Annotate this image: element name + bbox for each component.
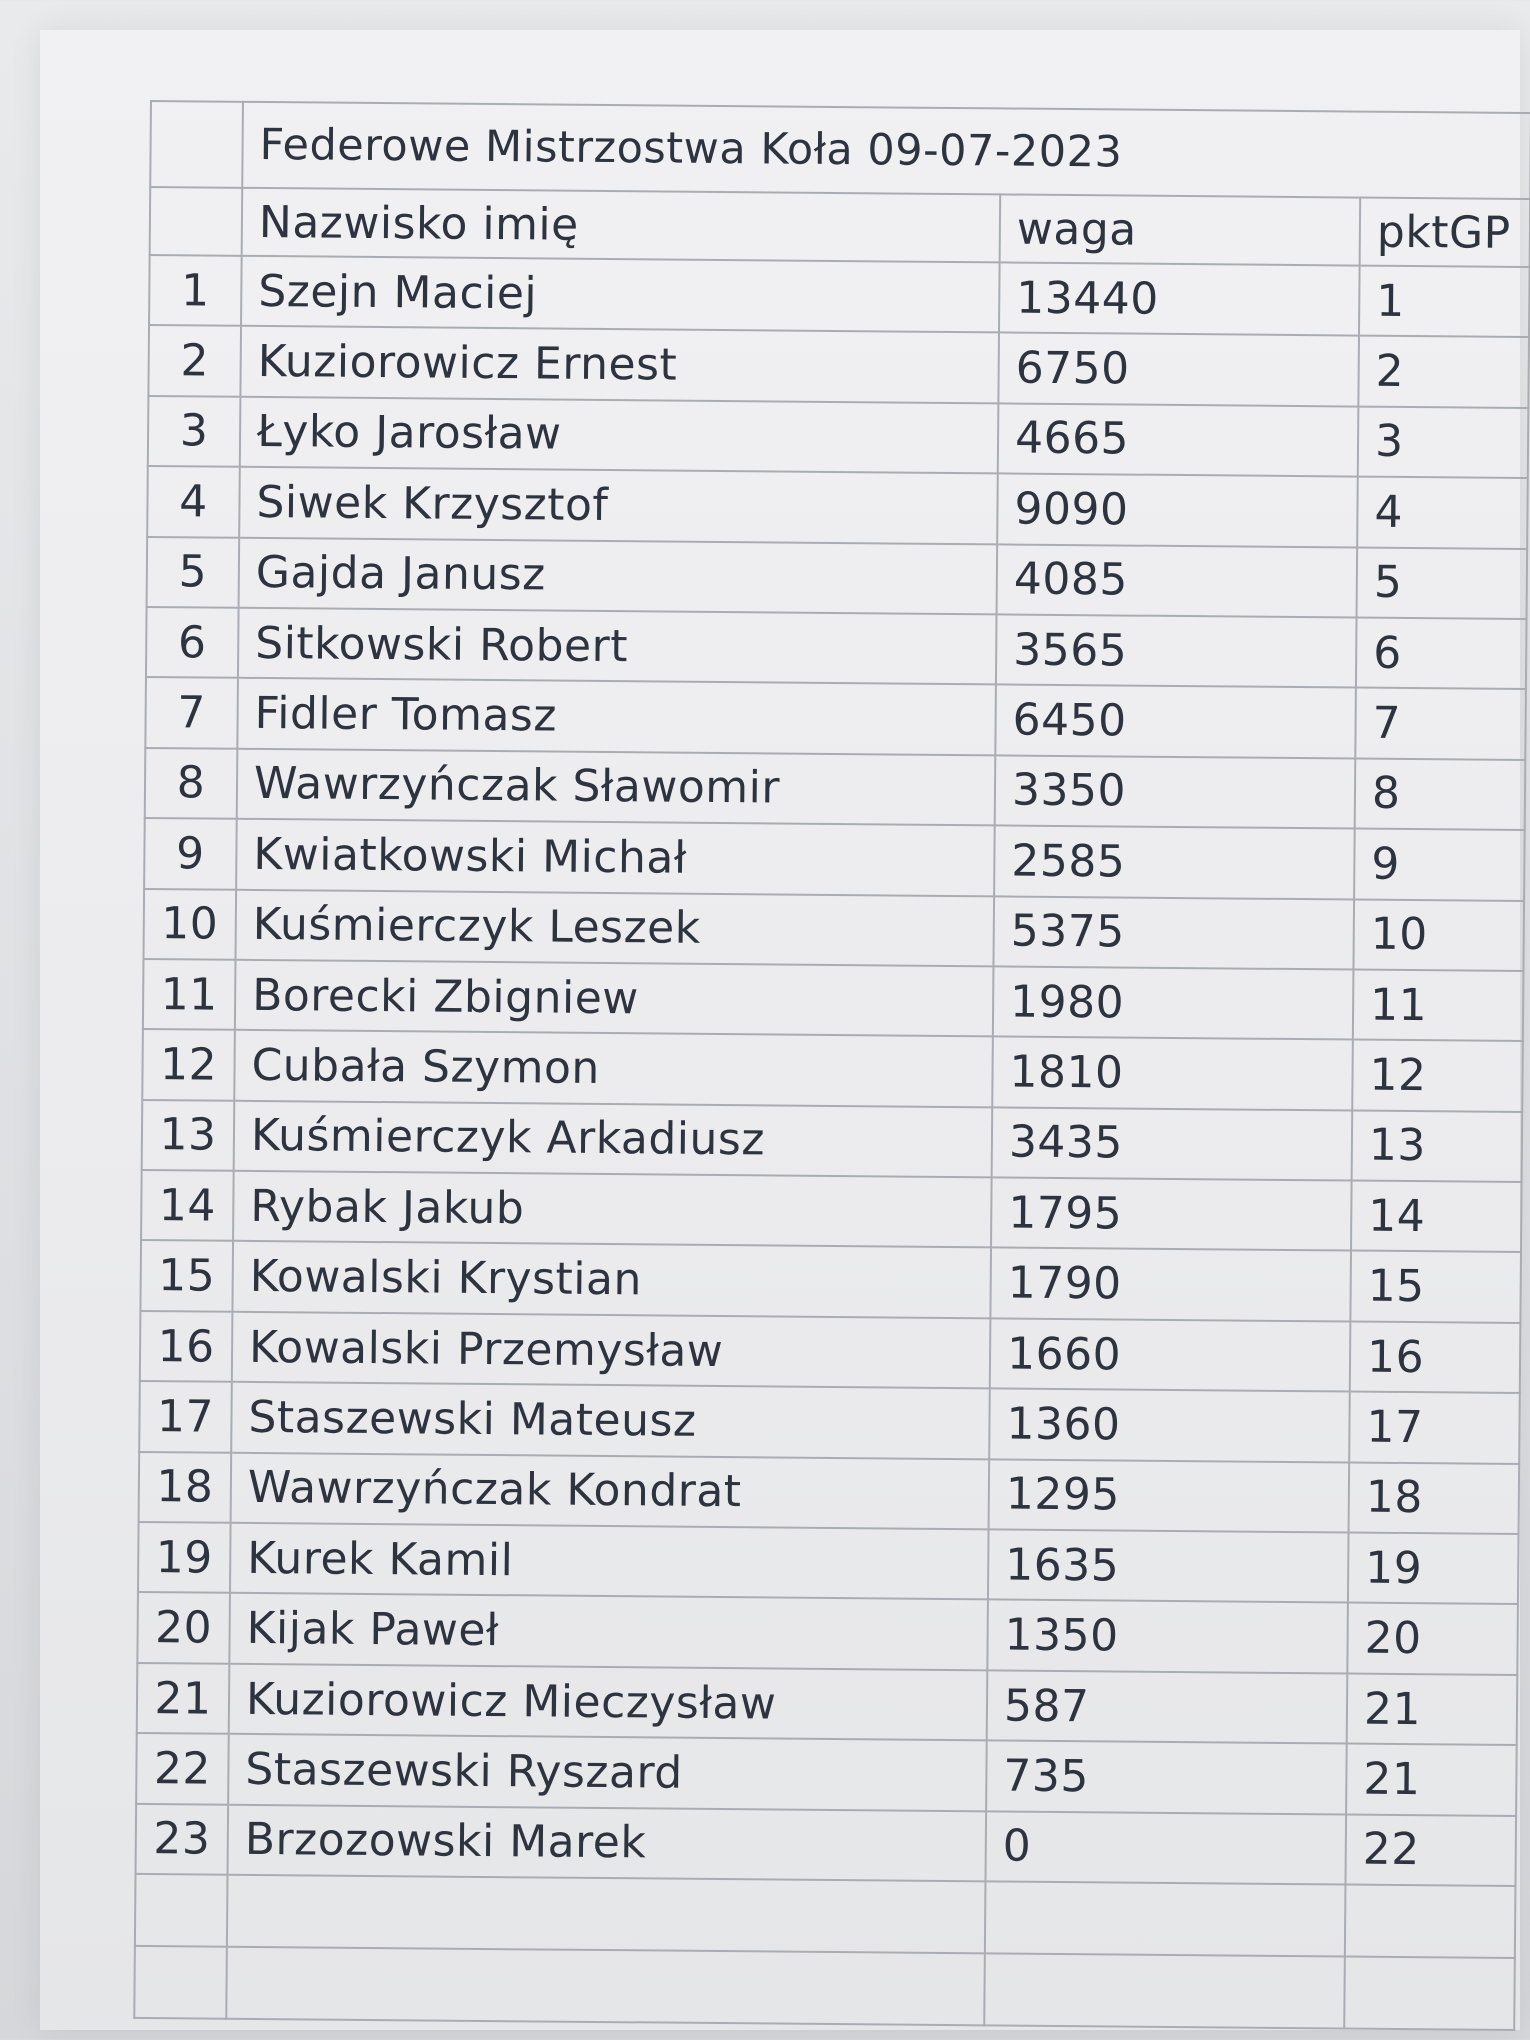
competitor-name: Wawrzyńczak Kondrat xyxy=(231,1452,990,1529)
weight-value: 0 xyxy=(985,1811,1346,1885)
competitor-name: Borecki Zbigniew xyxy=(235,960,994,1037)
gp-points: 17 xyxy=(1349,1392,1520,1464)
gp-points: 5 xyxy=(1357,547,1528,619)
gp-points: 21 xyxy=(1347,1673,1518,1745)
empty-row xyxy=(134,1946,1515,2030)
table-row xyxy=(144,818,1525,900)
row-number: 17 xyxy=(139,1381,232,1452)
gp-points: 12 xyxy=(1352,1040,1523,1112)
results-table-body xyxy=(134,101,1530,2030)
table-row xyxy=(142,1029,1523,1111)
gp-points: 15 xyxy=(1350,1251,1521,1323)
table-row xyxy=(145,748,1526,830)
gp-points: 1 xyxy=(1359,266,1530,338)
competitor-name: Staszewski Ryszard xyxy=(228,1734,987,1811)
competitor-name: Gajda Janusz xyxy=(239,537,998,614)
table-title: Federowe Mistrzostwa Koła 09-07-2023 xyxy=(242,102,1530,199)
row-number: 15 xyxy=(140,1240,233,1311)
empty-cell xyxy=(135,1874,228,1947)
weight-value: 6750 xyxy=(998,333,1359,407)
row-number: 7 xyxy=(145,677,238,748)
gp-points: 11 xyxy=(1353,969,1524,1041)
competitor-name: Łyko Jarosław xyxy=(240,397,999,474)
weight-value: 1360 xyxy=(989,1389,1350,1463)
competitor-name: Staszewski Mateusz xyxy=(231,1382,990,1459)
row-number: 23 xyxy=(136,1804,229,1875)
competitor-name: Siwek Krzysztof xyxy=(239,467,998,544)
results-table xyxy=(133,100,1530,2031)
gp-points: 18 xyxy=(1349,1462,1520,1534)
row-number: 4 xyxy=(147,466,240,537)
gp-points: 19 xyxy=(1348,1533,1519,1605)
gp-points: 20 xyxy=(1347,1603,1518,1675)
competitor-name: Kuziorowicz Ernest xyxy=(240,326,999,403)
empty-cell xyxy=(1344,1956,1515,2029)
table-row xyxy=(140,1311,1521,1393)
competitor-name: Kuśmierczyk Arkadiusz xyxy=(234,1100,993,1177)
paper-sheet xyxy=(40,30,1520,2030)
weight-value: 3350 xyxy=(995,755,1356,829)
row-number: 2 xyxy=(148,325,241,396)
competitor-name: Kwiatkowski Michał xyxy=(236,819,995,896)
empty-cell xyxy=(227,1875,986,1954)
table-row xyxy=(139,1452,1520,1534)
gp-points: 6 xyxy=(1356,618,1527,690)
header-pkt: pktGP xyxy=(1360,198,1530,267)
title-index-cell xyxy=(150,101,243,188)
row-number: 1 xyxy=(149,255,242,326)
table-row xyxy=(146,607,1527,689)
table-row xyxy=(149,255,1530,337)
competitor-name: Kuziorowicz Mieczysław xyxy=(229,1664,988,1741)
empty-cell xyxy=(134,1946,227,2019)
row-number: 14 xyxy=(141,1170,234,1241)
weight-value: 3435 xyxy=(992,1107,1353,1181)
competitor-name: Rybak Jakub xyxy=(233,1171,992,1248)
row-number: 16 xyxy=(140,1311,233,1382)
competitor-name: Kurek Kamil xyxy=(230,1523,989,1600)
empty-cell xyxy=(1345,1884,1516,1957)
competitor-name: Brzozowski Marek xyxy=(228,1804,987,1881)
table-row xyxy=(148,396,1529,478)
row-number: 8 xyxy=(145,748,238,819)
row-number: 6 xyxy=(146,607,239,678)
weight-value: 1295 xyxy=(989,1459,1350,1533)
competitor-name: Cubała Szymon xyxy=(234,1030,993,1107)
empty-cell xyxy=(984,1953,1345,2028)
table-row xyxy=(138,1522,1519,1604)
weight-value: 1350 xyxy=(987,1600,1348,1674)
table-row xyxy=(137,1592,1518,1674)
gp-points: 7 xyxy=(1355,688,1526,760)
weight-value: 587 xyxy=(987,1670,1348,1744)
table-row xyxy=(137,1663,1518,1745)
competitor-name: Kuśmierczyk Leszek xyxy=(236,889,995,966)
table-row xyxy=(141,1170,1522,1252)
weight-value: 5375 xyxy=(993,896,1354,970)
row-number: 10 xyxy=(144,888,237,959)
weight-value: 735 xyxy=(986,1741,1347,1815)
header-name: Nazwisko imię xyxy=(242,188,1001,263)
competitor-name: Wawrzyńczak Sławomir xyxy=(237,749,996,826)
header-index-cell xyxy=(150,187,243,256)
title-row xyxy=(150,101,1530,199)
weight-value: 6450 xyxy=(995,685,1356,759)
gp-points: 14 xyxy=(1351,1181,1522,1253)
weight-value: 1635 xyxy=(988,1529,1349,1603)
competitor-name: Kijak Paweł xyxy=(229,1593,988,1670)
row-number: 12 xyxy=(142,1029,235,1100)
empty-row xyxy=(135,1874,1516,1958)
row-number: 18 xyxy=(139,1452,232,1523)
weight-value: 1810 xyxy=(992,1037,1353,1111)
weight-value: 9090 xyxy=(997,474,1358,548)
competitor-name: Sitkowski Robert xyxy=(238,608,997,685)
row-number: 3 xyxy=(148,396,241,467)
competitor-name: Kowalski Krystian xyxy=(232,1241,991,1318)
empty-cell xyxy=(985,1881,1346,1956)
header-row xyxy=(150,187,1530,267)
row-number: 9 xyxy=(144,818,237,889)
gp-points: 21 xyxy=(1346,1744,1517,1816)
gp-points: 8 xyxy=(1355,758,1526,830)
gp-points: 13 xyxy=(1352,1110,1523,1182)
competitor-name: Kowalski Przemysław xyxy=(232,1312,991,1389)
gp-points: 22 xyxy=(1345,1814,1516,1886)
table-row xyxy=(145,677,1526,759)
header-waga: waga xyxy=(1000,194,1361,265)
row-number: 11 xyxy=(143,959,236,1030)
row-number: 13 xyxy=(142,1100,235,1171)
row-number: 19 xyxy=(138,1522,231,1593)
weight-value: 4085 xyxy=(997,544,1358,618)
empty-cell xyxy=(226,1947,985,2026)
gp-points: 4 xyxy=(1357,477,1528,549)
table-row xyxy=(142,1100,1523,1182)
gp-points: 10 xyxy=(1353,899,1524,971)
results-table-wrap xyxy=(133,100,1530,2031)
gp-points: 9 xyxy=(1354,829,1525,901)
table-row xyxy=(143,959,1524,1041)
gp-points: 16 xyxy=(1350,1321,1521,1393)
weight-value: 1790 xyxy=(990,1248,1351,1322)
row-number: 5 xyxy=(147,537,240,608)
table-row xyxy=(140,1240,1521,1322)
table-row xyxy=(136,1804,1517,1886)
row-number: 20 xyxy=(137,1592,230,1663)
weight-value: 4665 xyxy=(998,403,1359,477)
weight-value: 3565 xyxy=(996,614,1357,688)
table-row xyxy=(147,537,1528,619)
weight-value: 1660 xyxy=(990,1318,1351,1392)
row-number: 21 xyxy=(137,1663,230,1734)
weight-value: 13440 xyxy=(999,262,1360,336)
weight-value: 1795 xyxy=(991,1177,1352,1251)
table-row xyxy=(136,1733,1517,1815)
weight-value: 1980 xyxy=(993,966,1354,1040)
competitor-name: Fidler Tomasz xyxy=(237,678,996,755)
row-number: 22 xyxy=(136,1733,229,1804)
table-row xyxy=(139,1381,1520,1463)
table-row xyxy=(147,466,1528,548)
competitor-name: Szejn Maciej xyxy=(241,256,1000,333)
table-row xyxy=(144,888,1525,970)
gp-points: 3 xyxy=(1358,406,1529,478)
table-row xyxy=(148,325,1529,407)
gp-points: 2 xyxy=(1358,336,1529,408)
weight-value: 2585 xyxy=(994,826,1355,900)
